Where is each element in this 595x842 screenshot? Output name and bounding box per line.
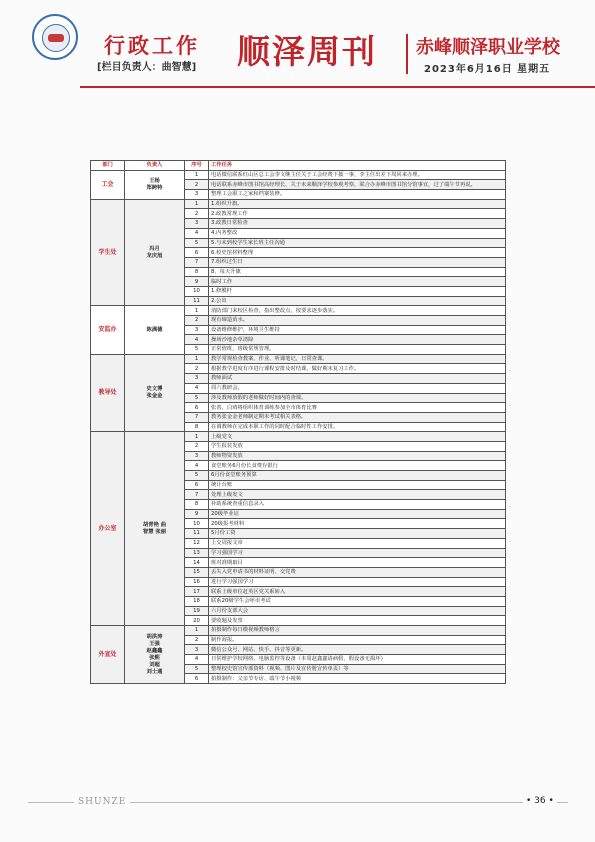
task-cell: 消防部门来校区检查，指出整改点，按要求逐步落实。 [209, 306, 506, 316]
row-number: 13 [185, 548, 209, 558]
dept-cell: 外宣处 [91, 626, 125, 684]
row-number: 2 [185, 316, 209, 326]
task-cell: 上交周报文章 [209, 538, 506, 548]
person-cell [125, 199, 185, 306]
row-number: 6 [185, 480, 209, 490]
task-cell: 1.修膜杆 [209, 286, 506, 296]
row-number: 2 [185, 364, 209, 374]
task-cell: 5.与未到校学生家长班主任沟通 [209, 238, 506, 248]
row-number: 2 [185, 209, 209, 219]
task-cell: 正常值班，班级常规管理。 [209, 345, 506, 355]
task-cell: 8、每天升旗 [209, 267, 506, 277]
row-number: 2 [185, 441, 209, 451]
dept-cell: 安监办 [91, 306, 125, 354]
person-name: 王强 [149, 640, 160, 647]
task-cell: 6月份食堂账务预算 [209, 471, 506, 481]
task-cell: 20级报考材料 [209, 519, 506, 529]
page-footer [0, 796, 595, 816]
row-number: 8 [185, 422, 209, 432]
table-row [91, 306, 506, 316]
issue-date: 2023年6月16日 星期五 [424, 64, 551, 75]
task-cell: 教学常规检查教案、作业、听课笔记，日常查课。 [209, 354, 506, 364]
header-divider [406, 34, 408, 74]
footer-brand: SHUNZE [74, 797, 130, 807]
task-cell: 临时工作 [209, 277, 506, 287]
task-cell: 电话微信联系红山区总工会李文继主任关于工会经费下拨一事，李主任出差下周回来办理。 [209, 170, 506, 180]
row-number: 2 [185, 635, 209, 645]
task-cell: 操场沙地杂草清除 [209, 335, 506, 345]
task-cell: 微信公众号、网站、快手、抖音等更新。 [209, 645, 506, 655]
page-header [0, 0, 595, 90]
task-cell: 日常维护学校网络、电脑监控等设备（本周赵鑫鑫请病假，假设备无损坏） [209, 655, 506, 665]
row-number: 10 [185, 519, 209, 529]
row-number: 5 [185, 238, 209, 248]
person-name: 赵鑫鑫 [146, 647, 163, 654]
row-number: 4 [185, 461, 209, 471]
row-number: 4 [185, 655, 209, 665]
row-number: 7 [185, 257, 209, 267]
school-name: 赤峰顺泽职业学校 [416, 37, 560, 58]
task-cell: 电话联系赤峰市图书馆高经理长，关于未来顺泽学校参观考察，联合办赤峰市图书馆分馆事宜，过了端午节再说。 [209, 180, 506, 190]
row-number: 1 [185, 354, 209, 364]
task-cell: 制作海报。 [209, 635, 506, 645]
person-cell [125, 306, 185, 354]
table-row [91, 199, 506, 209]
task-cell: 班对准期取目 [209, 558, 506, 568]
task-cell: 统计台账 [209, 480, 506, 490]
row-number: 3 [185, 219, 209, 229]
task-cell: 20级毕业证 [209, 509, 506, 519]
task-cell: 现有缔造消水。 [209, 316, 506, 326]
row-number: 4 [185, 228, 209, 238]
table-row [91, 170, 506, 180]
task-cell: 上级党文 [209, 432, 506, 442]
person-name: 刘超 [149, 661, 160, 668]
dept-cell: 学生处 [91, 199, 125, 306]
row-number: 1 [185, 306, 209, 316]
row-number: 6 [185, 674, 209, 684]
work-task-table-container [90, 160, 505, 734]
column-title: 行政工作 [104, 34, 200, 58]
task-cell: 拍摄制作每日微视频教师格言 [209, 626, 506, 636]
row-number: 14 [185, 558, 209, 568]
row-number: 11 [185, 296, 209, 306]
task-cell: 1.组织升旗。 [209, 199, 506, 209]
person-name: 胡洪涛 [146, 633, 163, 640]
row-number: 11 [185, 529, 209, 539]
person-name: 智慧 张丽 [142, 528, 167, 535]
task-cell: 补助系统查重信息录入 [209, 500, 506, 510]
task-cell: 3.政教日常检查 [209, 219, 506, 229]
task-cell: 教师物资发放 [209, 451, 506, 461]
task-cell: 拍摄制作：父亲节专访、端午节小视频 [209, 674, 506, 684]
work-task-table [90, 160, 506, 684]
row-number: 9 [185, 277, 209, 287]
row-number: 12 [185, 538, 209, 548]
row-number: 20 [185, 616, 209, 626]
dept-cell: 教导处 [91, 354, 125, 432]
person-name: 胡青艳 曲 [142, 521, 167, 528]
task-cell: 2.公出 [209, 296, 506, 306]
row-number: 1 [185, 626, 209, 636]
row-number: 6 [185, 403, 209, 413]
table-body [91, 170, 506, 683]
task-cell: 学生报装发放 [209, 441, 506, 451]
row-number: 5 [185, 393, 209, 403]
row-number: 1 [185, 432, 209, 442]
row-number: 1 [185, 170, 209, 180]
row-number: 5 [185, 471, 209, 481]
row-number: 3 [185, 645, 209, 655]
row-number: 6 [185, 248, 209, 258]
row-number: 19 [185, 606, 209, 616]
task-cell: 张善、白靖将组织体育训练参加全市体育比赛 [209, 403, 506, 413]
row-number: 3 [185, 374, 209, 384]
task-cell: 联系20级学生会呼市考试 [209, 596, 506, 606]
table-row [91, 432, 506, 442]
row-number: 7 [185, 490, 209, 500]
header-number: 序号 [185, 161, 209, 171]
row-number: 3 [185, 190, 209, 200]
row-number: 4 [185, 335, 209, 345]
task-cell: 教务张金金老师制定期末考试相关表格。 [209, 412, 506, 422]
task-cell: 整理工会职工之家和档案装修。 [209, 190, 506, 200]
person-name: 冯月 [149, 245, 160, 252]
person-name: 刘士通 [146, 668, 163, 675]
row-number: 5 [185, 345, 209, 355]
row-number: 4 [185, 383, 209, 393]
task-cell: 教师面试 [209, 374, 506, 384]
row-number: 9 [185, 509, 209, 519]
person-name: 张金金 [146, 393, 163, 399]
column-editor: [栏目负责人：曲智慧] [97, 62, 197, 73]
person-name: 龙庆旭 [146, 252, 163, 259]
header-rule [80, 86, 595, 88]
person-cell [125, 354, 185, 432]
table-row [91, 354, 506, 364]
page-number: • 36 • [523, 796, 557, 806]
dept-cell: 工会 [91, 170, 125, 199]
task-cell: 5月份工资 [209, 529, 506, 539]
row-number: 17 [185, 587, 209, 597]
row-number: 2 [185, 180, 209, 190]
task-cell: 7.组织过生日 [209, 257, 506, 267]
task-cell: 4.内务整改 [209, 228, 506, 238]
task-cell: 2.政教常规工作 [209, 209, 506, 219]
publication-title: 顺泽周刊 [237, 32, 377, 71]
person-cell [125, 626, 185, 684]
row-number: 10 [185, 286, 209, 296]
header-person: 负责人 [125, 161, 185, 171]
person-name: 史文博 [146, 386, 163, 392]
task-cell: 在调教师在完成本职工作的同时配合临时性工作安排。 [209, 422, 506, 432]
person-name: 郑跨特 [146, 184, 163, 191]
person-name: 张熙 [149, 654, 160, 661]
school-logo-icon [32, 14, 78, 60]
row-number: 3 [185, 451, 209, 461]
table-row [91, 626, 506, 636]
task-cell: 涉及教师放假的老师做好时间内的查课。 [209, 393, 506, 403]
task-cell: 根据教学进度有序进行课程安排及时结课，做好期末复习工作。 [209, 364, 506, 374]
row-number: 1 [185, 199, 209, 209]
task-cell: 联系上级单位赶英区党关系转入 [209, 587, 506, 597]
row-number: 3 [185, 325, 209, 335]
row-number: 18 [185, 596, 209, 606]
row-number: 7 [185, 412, 209, 422]
person-cell [125, 432, 185, 626]
task-cell: 6.校史馆材料整理 [209, 248, 506, 258]
task-cell: 处理上级发文 [209, 490, 506, 500]
header-task: 工作任务 [209, 161, 506, 171]
task-cell: 要收题及发票 [209, 616, 506, 626]
person-name: 陈满德 [146, 326, 163, 333]
task-cell: 学习强国学习 [209, 548, 506, 558]
row-number: 16 [185, 577, 209, 587]
dept-cell: 办公室 [91, 432, 125, 626]
row-number: 8 [185, 267, 209, 277]
row-number: 5 [185, 664, 209, 674]
person-name: 王杨 [149, 177, 160, 184]
task-cell: 进行学习强国学习 [209, 577, 506, 587]
task-cell: 设备维修维护，环境卫生维持 [209, 325, 506, 335]
row-number: 8 [185, 500, 209, 510]
header-dept: 部门 [91, 161, 125, 171]
task-cell: 六月份支部大会 [209, 606, 506, 616]
person-cell [125, 170, 185, 199]
task-cell: 整理校史馆宣传部资料（视频、图片及宣传册宣传单页）等 [209, 664, 506, 674]
task-cell: 周六教研会。 [209, 383, 506, 393]
row-number: 15 [185, 567, 209, 577]
task-cell: 丢失入党申请书的材料证明、交党费 [209, 567, 506, 577]
task-cell: 食堂账务6月份长食费存银行 [209, 461, 506, 471]
